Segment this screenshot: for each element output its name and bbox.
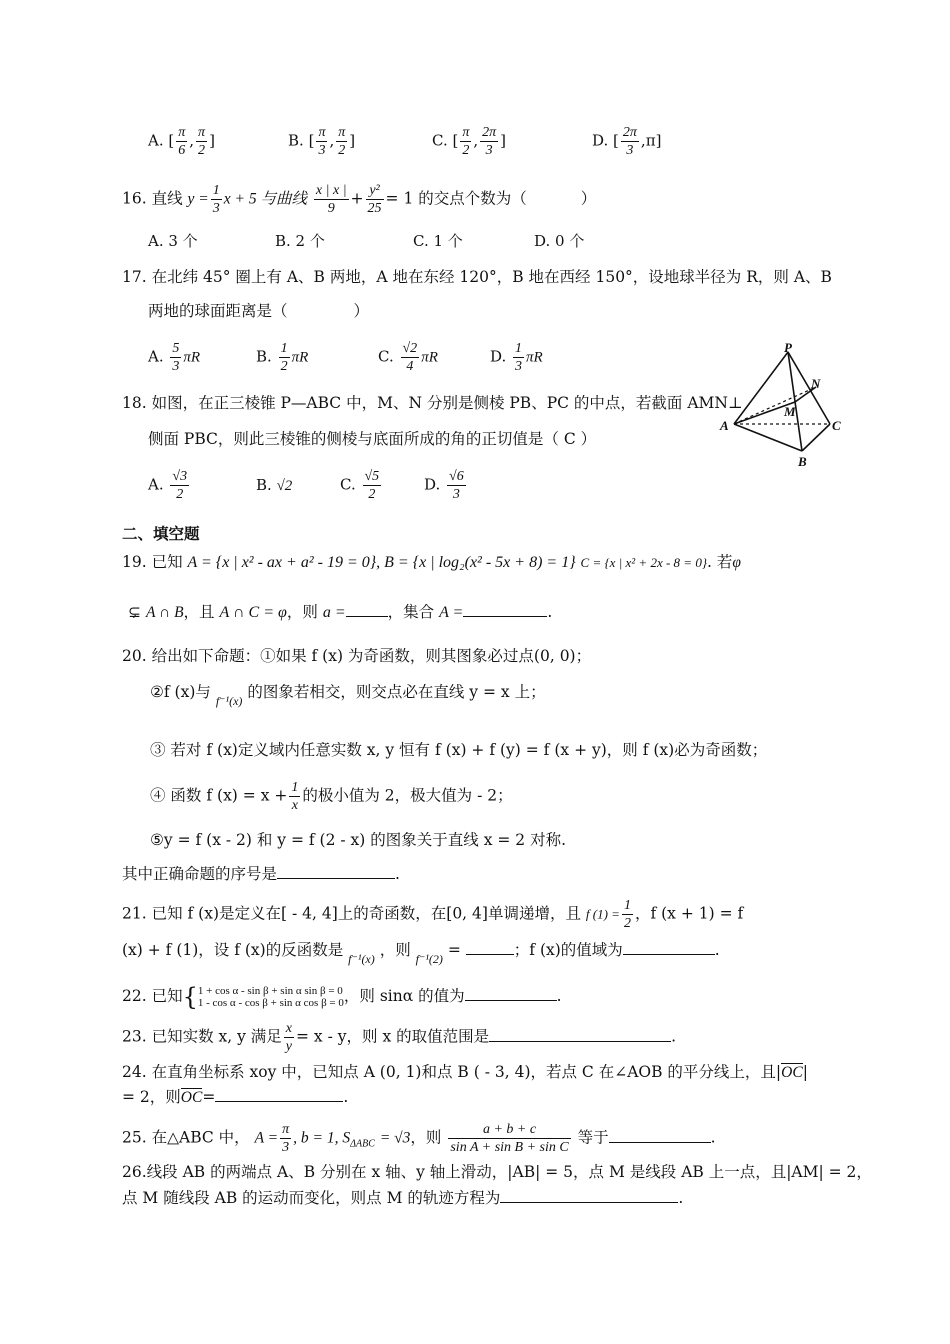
question-20-line-1: 20. 给出如下命题：①如果 f (x) 为奇函数，则其图象必过点(0, 0)； — [122, 647, 592, 665]
question-17-line-2: 两地的球面距离是（ ） — [148, 302, 370, 320]
question-24-line-2: = 2，则OC= . — [122, 1085, 348, 1109]
question-18-line-2: 侧面 PBC，则此三棱锥的侧棱与底面所成的角的正切值是（ C ） — [148, 430, 597, 448]
question-23: 23. 已知实数 x, y 满足 $\frac{x}{y}$ = x - y，则 x 的取值范围是 . — [122, 1021, 677, 1054]
answer-blank-inverse[interactable] — [466, 938, 514, 955]
question-20-line-3: ③ 若对 f (x)定义域内任意实数 x, y 恒有 f (x) + f (y) = f (x + y)，则 f (x)必为奇函数； — [150, 741, 768, 759]
answer-blank-set-a[interactable] — [463, 600, 547, 617]
q16-option-d: D. 0 个 — [534, 232, 585, 250]
question-21-line-2: (x) + f (1)，设 f (x)的反函数是 $_{f^{-1}(x)}$ ，则 $_{f^{-1}(2)}$ = ；f (x)的值域为 . — [122, 938, 720, 962]
answer-blank-x-range[interactable] — [489, 1025, 671, 1042]
section-heading: 二、填空题 — [122, 525, 200, 543]
q18-option-c: C. $\frac{√5}{2}$ — [340, 469, 380, 502]
question-18-line-1: 18. 如图，在正三棱锥 P—ABC 中，M、N 分别是侧棱 PB、PC 的中点，若截面 AMN⊥ — [122, 394, 743, 412]
vector-oc: OC — [781, 1064, 803, 1081]
question-22: 22. 已知{ 1 + cos α - sin β + sin α sin β = 0 1 - cos α - cos β + sin α cos β = 0 ，则 sinα 的值为 . — [122, 983, 562, 1011]
q15-option-c: C. [ $\frac{\pi}{2}$ , $\frac{2\pi}{3}$ ] — [432, 125, 507, 158]
q18-option-a: A. $\frac{√3}{2}$ — [148, 469, 188, 502]
q16-option-b: B. 2 个 — [275, 232, 325, 250]
question-20-line-2: ②f (x)与 $_{f^{-1}(x)}$ 的图象若相交，则交点必在直线 y = x 上； — [150, 683, 546, 708]
answer-blank-q20[interactable] — [277, 862, 395, 879]
question-26-line-1: 26.线段 AB 的两端点 A、B 分别在 x 轴、y 轴上滑动，|AB| = 5，点 M 是线段 AB 上一点，且|AM| = 2， — [122, 1163, 872, 1181]
q17-option-d: D. $\frac{1}{3}$ πR — [490, 341, 543, 374]
question-26-line-2: 点 M 随线段 AB 的运动而变化，则点 M 的轨迹方程为 . — [122, 1186, 683, 1209]
q17-option-b: B. $\frac{1}{2}$ πR — [256, 341, 309, 374]
question-24-line-1: 24. 在直角坐标系 xoy 中，已知点 A (0, 1)和点 B ( - 3, 4)，若点 C 在∠AOB 的平分线上，且|OC| — [122, 1063, 808, 1081]
q16-option-c: C. 1 个 — [413, 232, 463, 250]
question-17-line-1: 17. 在北纬 45° 圈上有 A、B 两地，A 地在东经 120°，B 地在西经 150°，设地球半径为 R，则 A、B — [122, 268, 832, 286]
figure-label-c: C — [832, 418, 841, 433]
answer-blank-sin[interactable] — [465, 984, 557, 1001]
q17-option-c: C. $\frac{√2}{4}$ πR — [378, 341, 438, 374]
figure-label-n: N — [811, 376, 821, 391]
figure-label-m: M — [784, 404, 796, 419]
figure-label-a: A — [720, 418, 729, 433]
answer-blank-a[interactable] — [346, 600, 388, 617]
answer-blank-locus[interactable] — [500, 1186, 678, 1203]
answer-blank-q25[interactable] — [609, 1126, 711, 1143]
question-25: 25. 在△ABC 中， A = $\frac{\pi}{3}$ , b = 1, $S_{\Delta ABC} = √3$，则 $\frac{a + b + c}{\text{sin A + sin B + sin C}}$ 等于 . — [122, 1122, 716, 1155]
question-20-line-4: ④ 函数 f (x) = x + $\frac{1}{x}$ 的极小值为 2，极大值为 - 2； — [150, 780, 513, 813]
question-19-line-1: 19. 已知 A = {x | x² - ax + a² - 19 = 0}, B = {x | log₂(x² - 5x + 8) = 1} C = {x | x² + 2x - 8 = 0}. 若φ — [122, 553, 741, 571]
question-21-line-1: 21. 已知 f (x)是定义在[ - 4, 4]上的奇函数，在[0, 4]单调递增，且 f (1) = $\frac{1}{2}$ ，f (x + 1) = f — [122, 898, 744, 931]
q17-option-a: A. $\frac{5}{3}$ πR — [148, 341, 201, 374]
q18-option-b: B. √2 — [256, 476, 293, 494]
figure-label-p: P — [784, 340, 792, 355]
q15-option-b: B. [ $\frac{\pi}{3}$ , $\frac{\pi}{2}$ ] — [288, 125, 356, 158]
answer-blank-range[interactable] — [623, 938, 715, 955]
question-20-line-6: 其中正确命题的序号是 . — [122, 862, 400, 885]
q18-option-d: D. $\frac{√6}{3}$ — [424, 469, 464, 502]
q15-option-d: D. [ $\frac{2\pi}{3}$ ,π] — [592, 125, 662, 158]
question-19-line-2: ⊊ A ∩ B，且 A ∩ C = φ，则 a = ，集合 A = . — [128, 600, 552, 624]
question-20-line-5: ⑤y = f (x - 2) 和 y = f (2 - x) 的图象关于直线 x = 2 对称. — [150, 831, 567, 849]
question-16: 16. 直线 y = $\frac{1}{3}$ x + 5 与曲线 $\frac{x | x |}{9}$ + $\frac{\text{y²}}{25}$ = 1 的交点个数为（ ） — [122, 183, 597, 216]
q15-option-a: A. [ $\frac{\pi}{6}$ , $\frac{\pi}{2}$ ] — [148, 125, 215, 158]
answer-blank-vector[interactable] — [215, 1085, 343, 1102]
figure-label-b: B — [798, 454, 807, 469]
q16-option-a: A. 3 个 — [148, 232, 198, 250]
